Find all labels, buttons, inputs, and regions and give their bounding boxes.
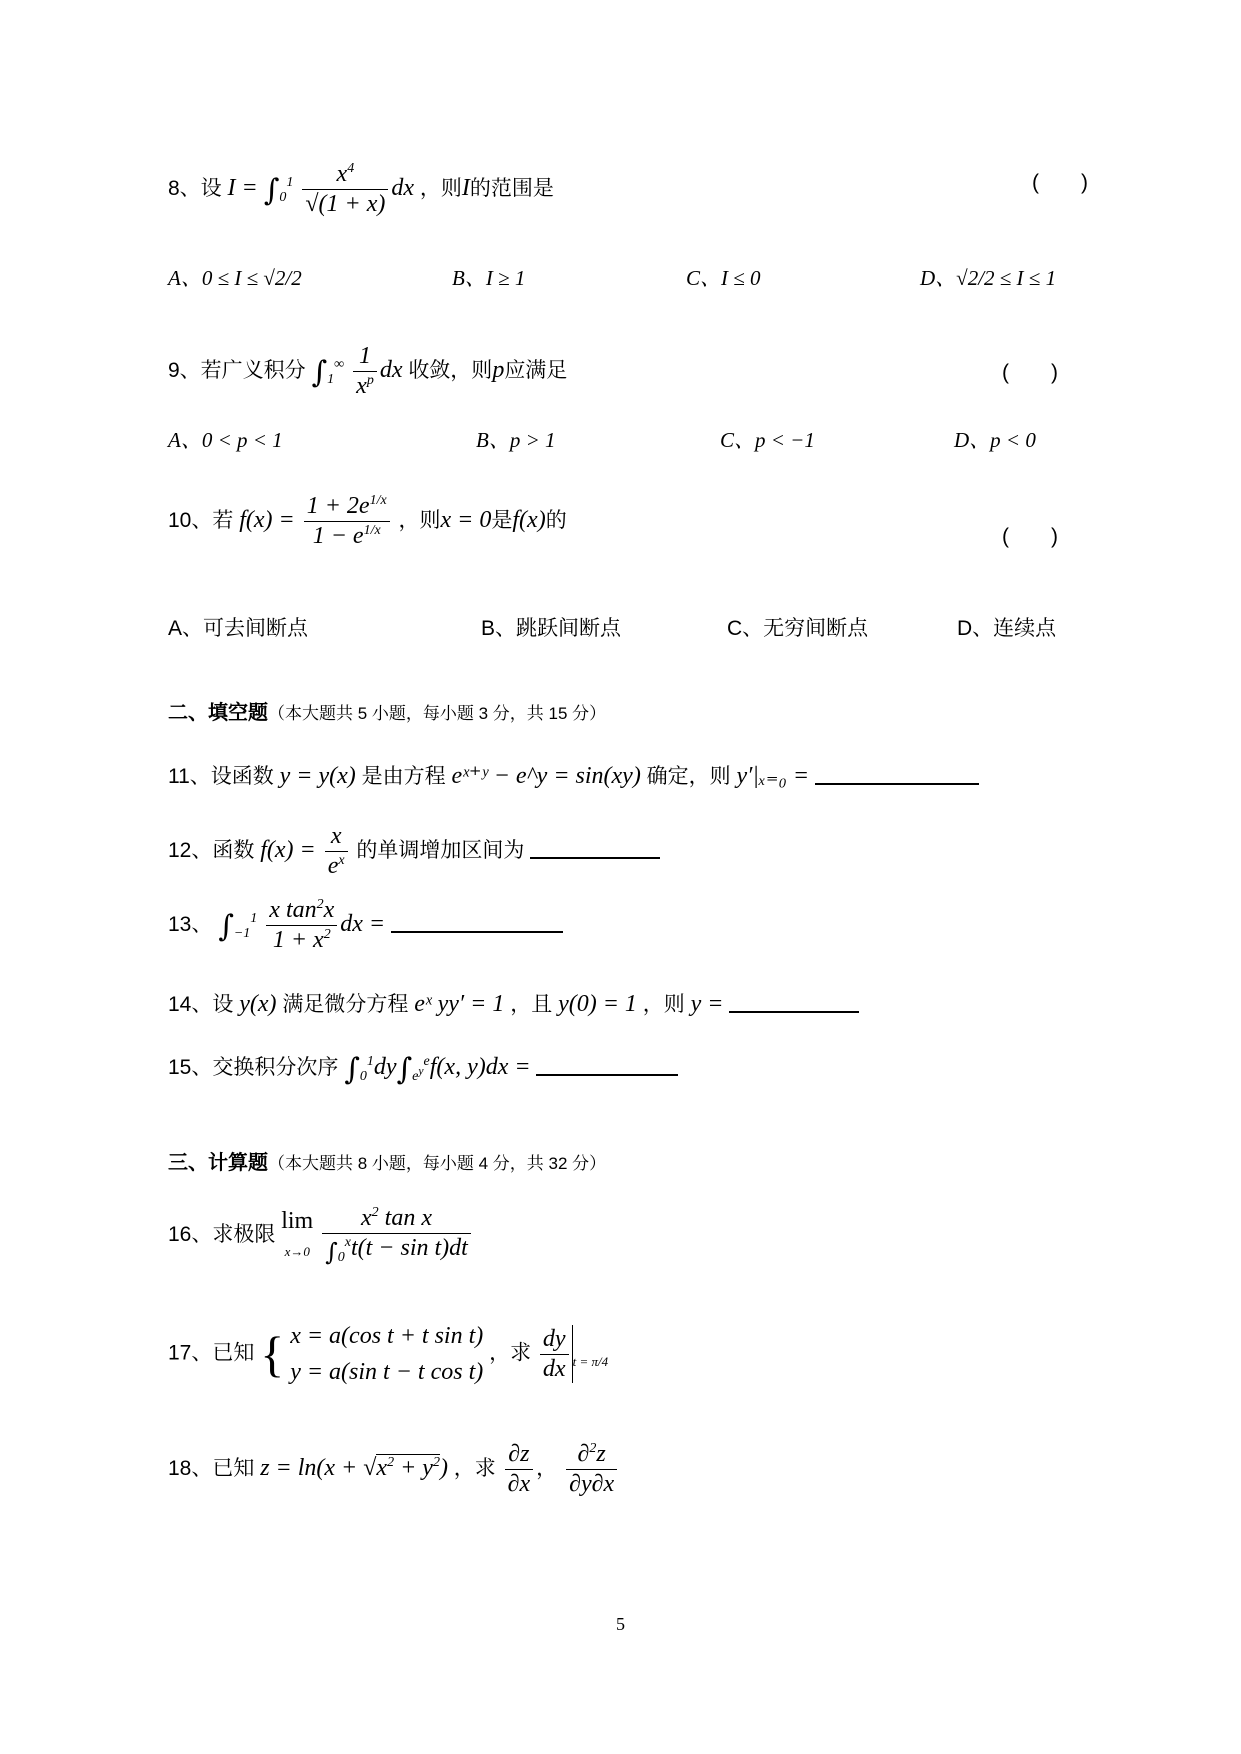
question-18-text: ，求 (453, 1456, 496, 1480)
question-14-text: 满足微分方程 (282, 993, 409, 1016)
question-11-prefix: 11、设函数 (168, 765, 274, 788)
option-9d: D、p < 0 (954, 428, 1036, 452)
question-14-text3: ，则 (642, 993, 685, 1016)
option-10a: A、可去间断点 (168, 617, 309, 640)
question-8-text2: 的范围是 (469, 176, 554, 200)
question-9 (168, 342, 1088, 401)
answer-paren-10: ( ) (1002, 525, 1058, 548)
question-14 (168, 990, 1088, 1019)
question-11-text2: 确定，则 (646, 765, 731, 788)
option-8c: C、I ≤ 0 (686, 266, 761, 290)
question-10-text2: 是 (491, 508, 513, 532)
page-number: 5 (616, 1614, 625, 1634)
question-16-prefix: 16、求极限 (168, 1222, 276, 1246)
section-2-note: （本大题共 5 小题，每小题 3 分，共 15 分） (268, 704, 607, 723)
question-13-formula: $\int_{-1}^1$ $\frac{x \tan^2x}{1 + x^2}$ dx = (218, 897, 386, 953)
option-10b: B、跳跃间断点 (481, 617, 622, 640)
question-11 (168, 762, 1088, 791)
question-17-text: ，求 (489, 1341, 532, 1365)
question-9-prefix: 9、若广义积分 (168, 358, 306, 382)
option-9a: A、0 < p < 1 (168, 428, 283, 452)
question-14-func: y(x) (239, 991, 277, 1017)
question-18-targets: $\frac{\partial z}{\partial x}$ ， $\frac{\partial^2z}{\partial y\partial x}$ (502, 1455, 621, 1481)
option-8b: B、I ≥ 1 (452, 266, 526, 290)
question-8-var: I (461, 174, 470, 201)
question-18-formula: $z = \ln(x + √x^2 + y^2)$ (260, 1454, 448, 1481)
question-8-text: ，则 (419, 176, 462, 200)
question-17-prefix: 17、已知 (168, 1341, 255, 1365)
question-12 (168, 822, 1088, 881)
question-12-prefix: 12、函数 (168, 838, 255, 862)
question-11-func: y = y(x) (279, 763, 356, 789)
question-12-formula: f(x) = $\frac{x}{e^x}$ (260, 837, 350, 863)
question-11-equation: eˣ⁺ʸ − e^y = sin(xy) (451, 763, 641, 789)
option-10c: C、无穷间断点 (727, 617, 869, 640)
section-3-heading (168, 1146, 606, 1175)
question-16-formula: lim x→0 $\frac{x^2 \tan x}{\int_0^xt(t - \sin t)dt}$ (281, 1221, 474, 1247)
answer-blank-13[interactable] (391, 913, 563, 933)
question-10-text3: 的 (545, 508, 567, 532)
question-12-text: 的单调增加区间为 (356, 838, 525, 862)
answer-paren-8: ( ) (1032, 171, 1088, 194)
question-17 (168, 1318, 1088, 1390)
section-3-note: （本大题共 8 小题，每小题 4 分，共 32 分） (268, 1154, 607, 1173)
question-15-formula: $\int_0^1dy\int_{e^y}^ef(x$, y)dx = (344, 1052, 531, 1087)
question-9-var: p (492, 356, 505, 383)
question-10-formula: f(x) = $\frac{1 + 2e^{1/x}}{1 - e^{1/x}}$ (239, 507, 392, 533)
question-15-prefix: 15、交换积分次序 (168, 1056, 339, 1079)
question-8 (168, 160, 1088, 219)
section-3-title: 三、计算题 (168, 1152, 268, 1174)
question-13 (168, 896, 1088, 955)
answer-blank-11[interactable] (815, 765, 979, 785)
question-9-text2: 应满足 (504, 358, 568, 382)
question-9-text: 收敛，则 (408, 358, 493, 382)
question-9-formula: $\int_1^\infty$ $\frac{1}{x^p}$ dx (311, 343, 403, 399)
option-9c: C、p < −1 (720, 428, 815, 452)
question-13-prefix: 13、 (168, 912, 213, 936)
question-8-prefix: 8、设 (168, 176, 222, 200)
question-17-target: $\frac{dy}{dx}$ $_{t = \pi/4}$ (537, 1340, 608, 1366)
question-14-equation: eˣ yy′ = 1 (414, 991, 505, 1017)
question-17-system: { x = a(cos t + t sin t) y = a(sin t − t cos t) (260, 1323, 484, 1385)
answer-blank-14[interactable] (729, 993, 859, 1013)
question-8-formula: $I = \int_0^1$ $\frac{x^4}{√(1 + x)}$ dx (227, 161, 415, 217)
section-2-heading (168, 696, 606, 725)
question-18-prefix: 18、已知 (168, 1456, 255, 1480)
question-14-initial: y(0) = 1 (558, 991, 637, 1017)
answer-blank-15[interactable] (536, 1056, 678, 1076)
question-10-func: f(x) (512, 506, 546, 533)
question-14-text2: ，且 (510, 993, 553, 1016)
question-15 (168, 1052, 1088, 1088)
option-8a: A、0 ≤ I ≤ √2/2 (168, 266, 302, 290)
section-2-title: 二、填空题 (168, 702, 268, 724)
question-18 (168, 1440, 1088, 1499)
option-9b: B、p > 1 (476, 428, 556, 452)
question-10 (168, 492, 1088, 551)
option-10d: D、连续点 (957, 617, 1057, 640)
question-10-text: ，则 (398, 508, 441, 532)
question-14-target: y = (690, 991, 724, 1017)
answer-paren-9: ( ) (1002, 361, 1058, 384)
question-11-target: y′|ₓ₌₀ = (736, 763, 810, 789)
question-11-text: 是由方程 (361, 765, 446, 788)
question-10-prefix: 10、若 (168, 508, 234, 532)
question-14-prefix: 14、设 (168, 993, 234, 1016)
question-10-point: x = 0 (440, 506, 492, 533)
question-16 (168, 1204, 1088, 1267)
option-8d: D、√2/2 ≤ I ≤ 1 (920, 266, 1057, 290)
answer-blank-12[interactable] (530, 839, 660, 859)
